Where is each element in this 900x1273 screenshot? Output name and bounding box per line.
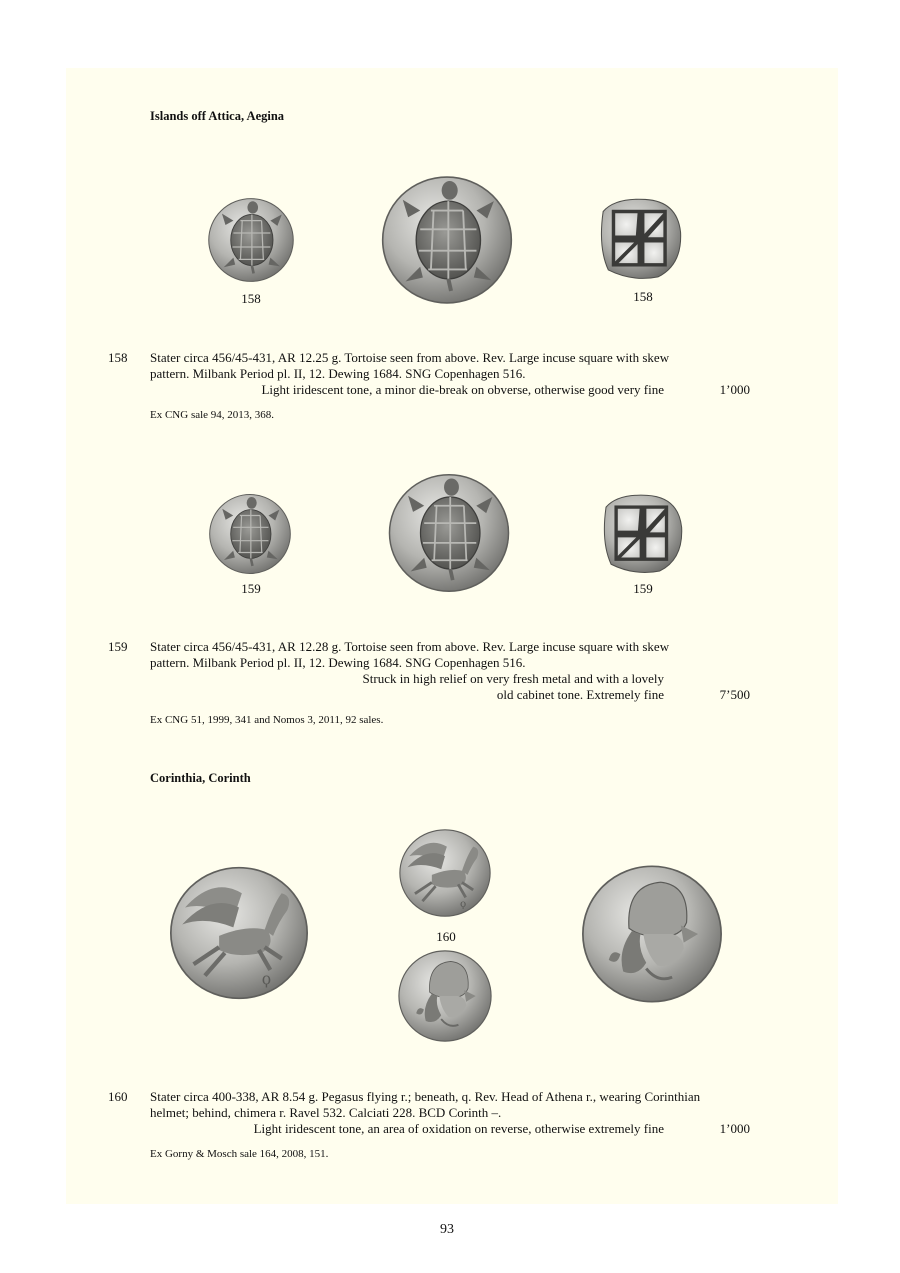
lot-provenance-159: Ex CNG 51, 1999, 341 and Nomos 3, 2011, 92 sales. — [150, 714, 384, 726]
section-heading-corinth: Corinthia, Corinth — [150, 771, 251, 785]
lot-number-160: 160 — [108, 1089, 128, 1104]
description-line: pattern. Milbank Period pl. II, 12. Dewing 1684. SNG Copenhagen 516. — [150, 366, 526, 381]
coin-image-160-obverse-enlarged — [166, 862, 312, 1004]
coin-image-159-obverse — [204, 492, 296, 576]
coin-image-158-obverse-enlarged — [380, 173, 514, 307]
description-line: helmet; behind, chimera r. Ravel 532. Calciati 228. BCD Corinth –. — [150, 1105, 502, 1120]
caption-160: 160 — [436, 929, 456, 944]
lot-number-158: 158 — [108, 350, 128, 365]
lot-description-159 — [150, 639, 750, 671]
lot-provenance-160: Ex Gorny & Mosch sale 164, 2008, 151. — [150, 1148, 329, 1160]
condition-line: Struck in high relief on very fresh metal and with a lovely — [362, 671, 664, 686]
caption-158-obverse: 158 — [241, 291, 261, 306]
description-line: pattern. Milbank Period pl. II, 12. Dewing 1684. SNG Copenhagen 516. — [150, 655, 526, 670]
lot-price-159: 7’500 — [719, 687, 750, 702]
lot-provenance-158: Ex CNG sale 94, 2013, 368. — [150, 409, 275, 421]
lot-description-160 — [150, 1089, 750, 1121]
coin-image-160-reverse — [396, 948, 494, 1044]
description-line: Stater circa 456/45-431, AR 12.28 g. Tortoise seen from above. Rev. Large incuse square with skew — [150, 639, 670, 654]
condition-line: old cabinet tone. Extremely fine — [496, 687, 664, 702]
lot-condition-158: Light iridescent tone, a minor die-break on obverse, otherwise good very fine — [261, 382, 664, 397]
section-heading-aegina: Islands off Attica, Aegina — [150, 109, 285, 123]
lot-price-160: 1’000 — [719, 1121, 750, 1136]
caption-159-reverse: 159 — [633, 581, 653, 596]
lot-condition-160: Light iridescent tone, an area of oxidation on reverse, otherwise extremely fine — [253, 1121, 664, 1136]
coin-image-158-reverse — [598, 196, 684, 282]
description-line: Stater circa 456/45-431, AR 12.25 g. Tortoise seen from above. Rev. Large incuse square with skew — [150, 350, 670, 365]
coin-image-159-reverse — [600, 492, 686, 576]
caption-159-obverse: 159 — [241, 581, 261, 596]
lot-description-158 — [150, 350, 750, 382]
coin-image-160-obverse — [396, 826, 494, 920]
lot-price-158: 1’000 — [719, 382, 750, 397]
lot-condition-159 — [150, 671, 664, 703]
coin-image-158-obverse — [206, 196, 296, 284]
coin-image-159-obverse-enlarged — [382, 471, 516, 595]
caption-158-reverse: 158 — [633, 289, 653, 304]
page-number: 93 — [440, 1222, 454, 1237]
coin-image-160-reverse-enlarged — [580, 862, 724, 1006]
lot-number-159: 159 — [108, 639, 128, 654]
description-line: Stater circa 400-338, AR 8.54 g. Pegasus flying r.; beneath, q. Rev. Head of Athena r., wearing Corinthian — [150, 1089, 701, 1104]
